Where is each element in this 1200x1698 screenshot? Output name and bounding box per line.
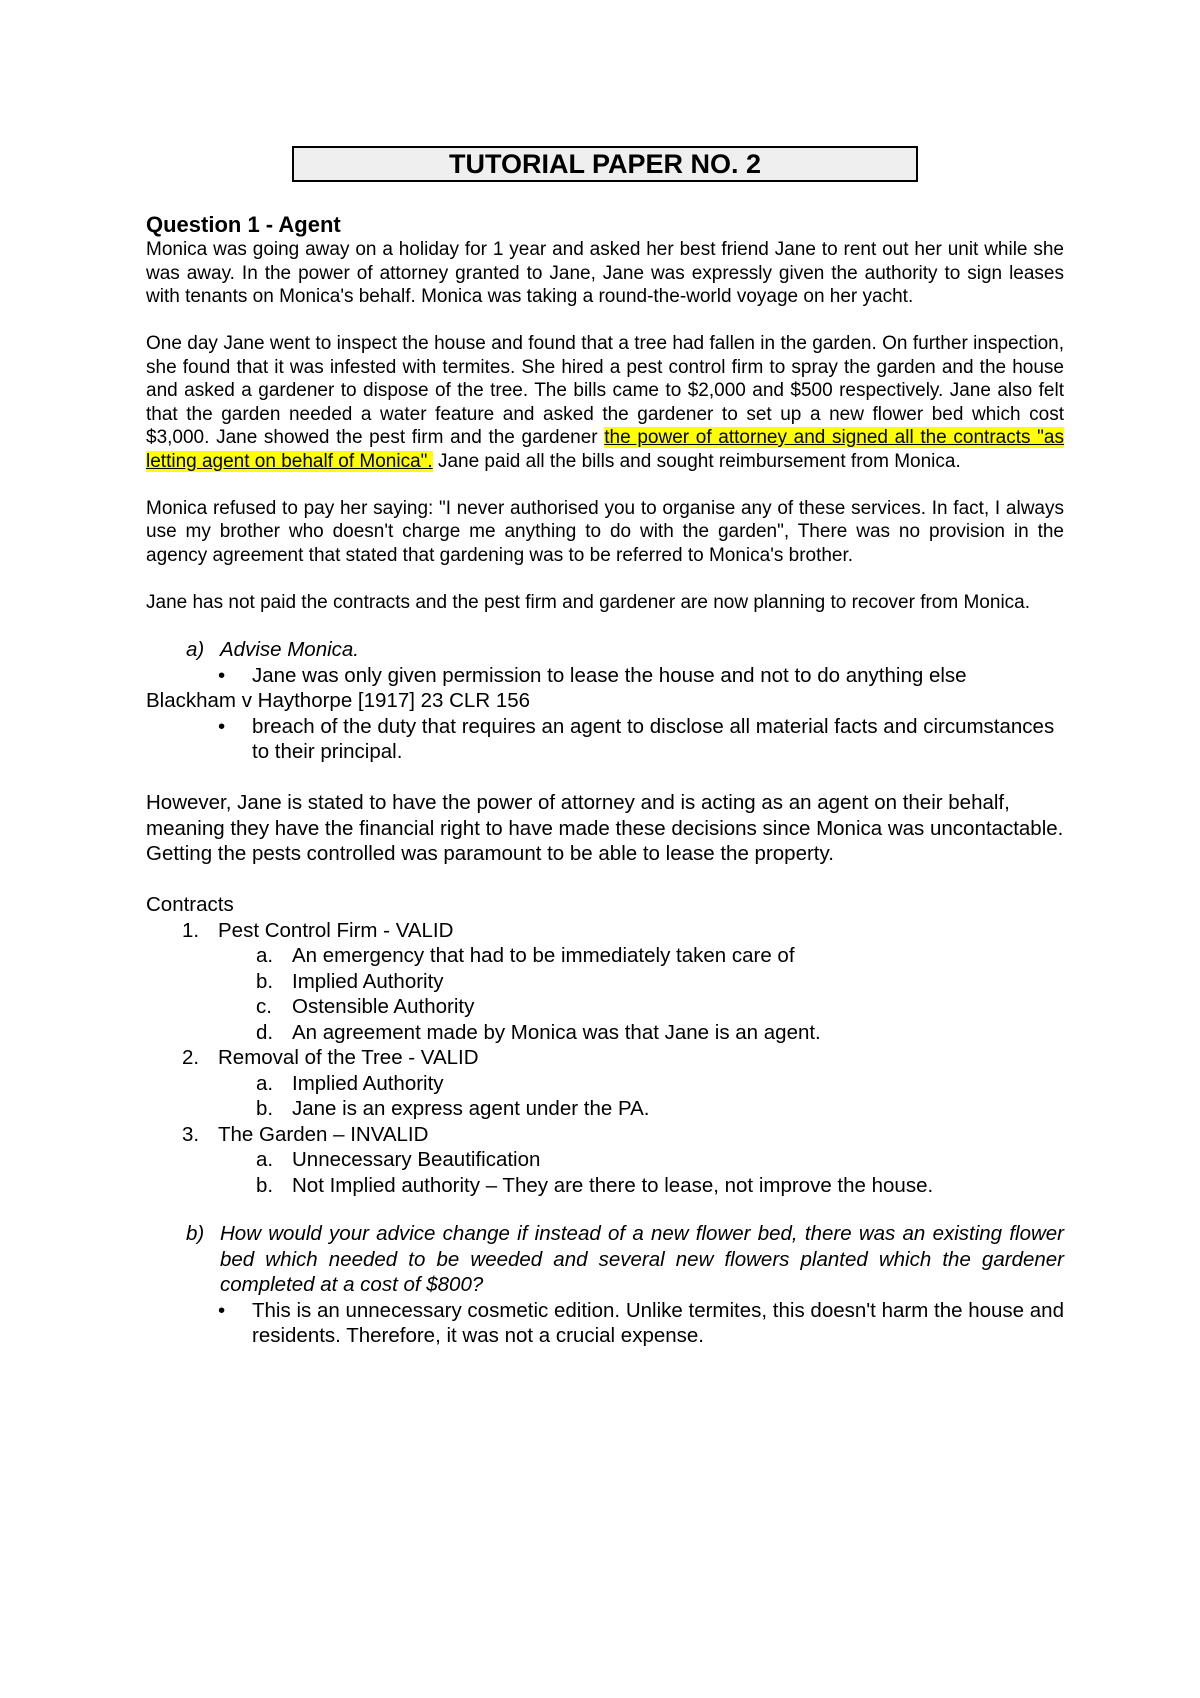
sub-item <box>146 1020 1064 1046</box>
list-item-text: Removal of the Tree - VALID <box>218 1046 479 1069</box>
list-item-text: The Garden – INVALID <box>218 1122 429 1146</box>
list-item-text: An emergency that had to be immediately taken care of <box>292 944 795 967</box>
list-item-text: Implied Authority <box>292 1071 444 1095</box>
sub-item <box>146 1071 1064 1097</box>
sub-item <box>146 994 1064 1020</box>
bullet-icon: • <box>218 663 226 687</box>
list-item-text: An agreement made by Monica was that Jane is an agent. <box>292 1020 821 1044</box>
bullet-text: This is an unnecessary cosmetic edition. Unlike termites, this doesn't harm the house and residents. Therefore, it was not a crucial expense. <box>252 1298 1064 1347</box>
paragraph-4: Jane has not paid the contracts and the pest firm and gardener are now planning to recover from Monica. <box>146 591 1031 613</box>
contract-item-1 <box>146 918 1064 944</box>
part-a-question <box>146 637 1064 663</box>
paragraph-1: Monica was going away on a holiday for 1 year and asked her best friend Jane to rent out her unit while she was away. In the power of attorney granted to Jane, Jane was expressly given the authority to sign leases with tenants on Monica's behalf. Monica was taking a round-the-world voyage on her yacht. <box>146 239 1064 307</box>
contract-item-2 <box>146 1045 1064 1071</box>
part-a-bullet-1 <box>146 663 1064 689</box>
paragraph-2 <box>146 332 1064 473</box>
list-letter: a. <box>256 1071 274 1095</box>
sub-item <box>146 943 1064 969</box>
sub-item <box>146 1096 1064 1122</box>
part-a-text: Advise Monica. <box>220 638 360 661</box>
list-letter: b. <box>256 1173 274 1197</box>
list-letter: c. <box>256 995 272 1018</box>
list-number: 2. <box>182 1046 200 1069</box>
part-b-label: b) <box>186 1222 205 1245</box>
bullet-text: Jane was only given permission to lease the house and not to do anything else <box>252 663 967 687</box>
part-a-bullet-2 <box>146 714 1064 765</box>
list-item-text: Implied Authority <box>292 969 444 993</box>
contracts-heading: Contracts <box>146 893 234 916</box>
list-item-text: Jane is an express agent under the PA. <box>292 1097 650 1120</box>
paragraph-2-start: One day Jane went to inspect the house and found that a tree had fallen in the garden. On further inspection, she found that it was infested with termites. She hired a pest control firm to spray the garden and the house and asked a gardener to dispose of the tree. The bills came to $2,000 and $500 respectively. Jane also felt that the garden needed a water feature and asked the gardener to set up a new flower bed which cost $3,000. Jane showed the pest firm and the gardener <box>146 333 1064 448</box>
list-item-text: Not Implied authority – They are there to lease, not improve the house. <box>292 1173 934 1197</box>
bullet-icon: • <box>218 714 226 738</box>
part-b-bullet-1 <box>146 1298 1064 1349</box>
part-a-label: a) <box>186 638 205 661</box>
answer-section <box>146 637 1064 1349</box>
list-item-text: Ostensible Authority <box>292 995 475 1018</box>
highlighted-text: the power of attorney and signed all the contracts "as letting agent on behalf of Monica". <box>146 427 1064 472</box>
list-letter: b. <box>256 1097 274 1120</box>
sub-item <box>146 969 1064 995</box>
document-page <box>146 146 1064 1349</box>
question-heading: Question 1 - Agent <box>146 212 341 237</box>
paragraph-3: Monica refused to pay her saying: "I never authorised you to organise any of these services. In fact, I always use my brother who doesn't charge me anything to do with the garden", There was no provision in the agency agreement that stated that gardening was to be referred to Monica's brother. <box>146 497 1064 566</box>
list-number: 3. <box>182 1122 200 1146</box>
bullet-text: breach of the duty that requires an agent to disclose all material facts and circumstances to their principal. <box>252 714 1055 763</box>
list-item-text: Pest Control Firm - VALID <box>218 918 454 942</box>
list-number: 1. <box>182 918 200 942</box>
list-item-text: Unnecessary Beautification <box>292 1148 541 1171</box>
part-b-text: How would your advice change if instead of a new flower bed, there was an existing flower bed which needed to be weeded and several new flowers planted which the gardener completed at a cost of $800? <box>220 1222 1064 1296</box>
list-letter: a. <box>256 944 274 967</box>
page-title: TUTORIAL PAPER NO. 2 <box>292 146 918 182</box>
contract-item-3 <box>146 1122 1064 1148</box>
bullet-icon: • <box>218 1298 226 1322</box>
sub-item <box>146 1147 1064 1173</box>
sub-item <box>146 1173 1064 1199</box>
part-b-question <box>146 1221 1064 1298</box>
list-letter: b. <box>256 969 274 993</box>
list-letter: a. <box>256 1148 274 1171</box>
paragraph-2-end: Jane paid all the bills and sought reimbursement from Monica. <box>432 450 961 472</box>
however-paragraph: However, Jane is stated to have the power of attorney and is acting as an agent on their behalf, meaning they have the financial right to have made these decisions since Monica was uncontactable. Getting the pests controlled was paramount to be able to lease the property. <box>146 791 1064 865</box>
list-letter: d. <box>256 1020 274 1044</box>
case-citation: Blackham v Haythorpe [1917] 23 CLR 156 <box>146 689 531 712</box>
